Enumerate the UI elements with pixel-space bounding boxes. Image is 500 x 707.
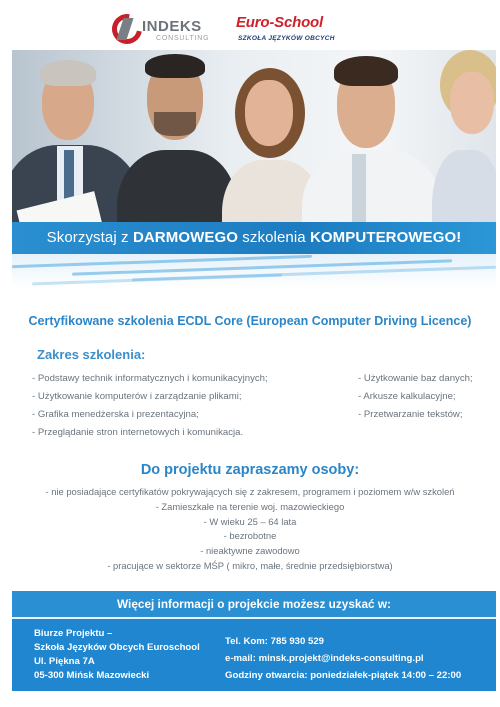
list-item: - W wieku 25 – 64 lata [203,515,297,527]
email-link[interactable]: e-mail: minsk.projekt@indeks-consulting.pl [225,653,424,664]
training-scope-list-left [32,370,268,442]
footer-title: Więcej informacji o projekcie możesz uzyskać w: [12,591,496,617]
indeks-logo-sub: CONSULTING [156,35,210,42]
banner-headline [12,222,496,254]
certification-title: Certyfikowane szkolenia ECDL Core (European Computer Driving Licence) [28,314,472,328]
list-item: - pracujące w sektorze MŚP ( mikro, małe, średnie przedsiębiorstwa) [107,559,393,571]
opening-hours: Godziny otwarcia: poniedziałek-piątek 14:00 – 22:00 [225,670,462,681]
banner-text-part3: szkolenia [238,229,310,246]
header-logos [0,12,500,48]
banner-text-part1: Skorzystaj z [46,229,133,246]
indeks-consulting-logo-icon [112,14,222,48]
training-scope-title: Zakres szkolenia: [37,347,146,362]
contact-footer [12,591,496,691]
footer-divider [12,617,496,619]
decorative-stripes [12,254,496,288]
footer-address [34,627,200,683]
address-line: Ul. Piękna 7A [34,656,95,667]
address-line: Szkoła Języków Obcych Euroschool [34,642,200,653]
training-scope-list-right [358,370,473,424]
banner-text-part2: DARMOWEGO [132,229,238,246]
euroschool-logo-name: Euro-School [236,14,323,31]
euro-school-logo-icon [230,14,340,48]
euroschool-logo-sub: SZKOŁA JĘZYKÓW OBCYCH [238,35,335,42]
banner-text-part4: KOMPUTEROWEGO! [309,229,462,246]
footer-contact [225,633,461,684]
list-item: - Użytkowanie komputerów i zarządzanie plikami; [32,391,242,402]
list-item: - Zamieszkałe na terenie woj. mazowieckiego [155,500,345,512]
promo-banner [12,222,496,254]
list-item: - Arkusze kalkulacyjne; [358,391,456,402]
list-item: - Przeglądanie stron internetowych i komunikacja. [32,427,244,438]
list-item: - Użytkowanie baz danych; [358,373,473,384]
address-line: Biurze Projektu – [34,628,113,639]
list-item: - bezrobotne [223,530,277,542]
project-title: Do projektu zapraszamy osoby: [140,462,360,478]
project-eligibility-list [0,485,500,574]
list-item: - Przetwarzanie tekstów; [358,409,463,420]
indeks-logo-name: INDEKS [142,18,202,35]
phone-number[interactable]: Tel. Kom: 785 930 529 [225,636,325,647]
list-item: - Podstawy technik informatycznych i komunikacyjnych; [32,373,268,384]
list-item: - nieaktywne zawodowo [200,545,300,557]
address-line: 05-300 Mińsk Mazowiecki [34,670,150,681]
list-item: - Grafika menedżerska i prezentacyjna; [32,409,199,420]
list-item: - nie posiadające certyfikatów pokrywających się z zakresem, programem i poziomem w/w szkoleń [45,486,455,497]
